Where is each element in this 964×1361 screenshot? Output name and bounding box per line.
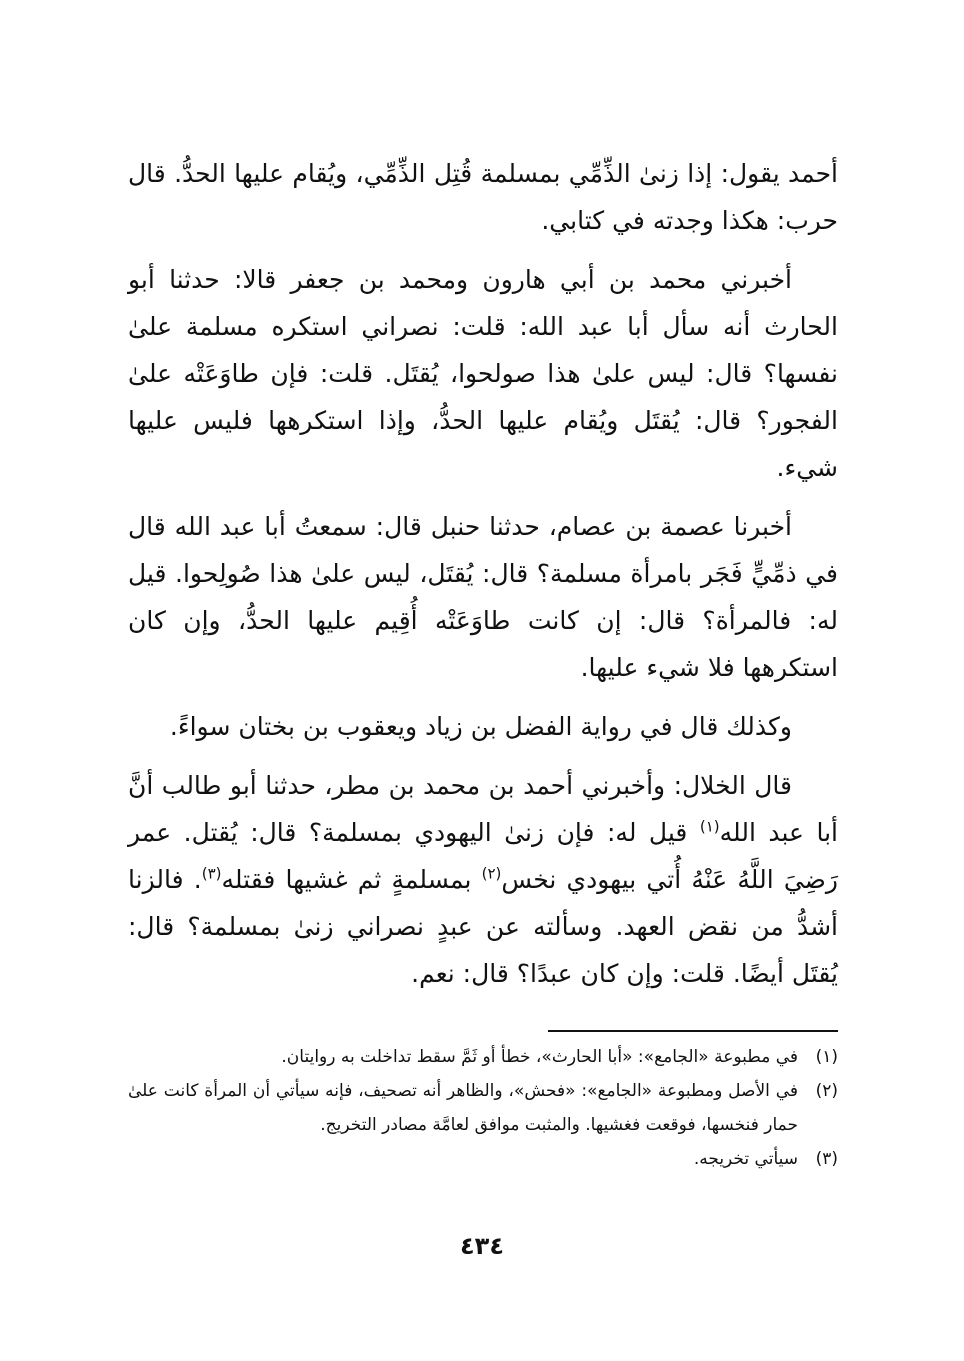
paragraph-5-part-a: قال الخلال: وأخبرني أحمد بن محمد بن مطر، حدثنا أبو طالب أنَّ أبا عبد الله xyxy=(128,771,838,847)
main-text xyxy=(128,150,838,1009)
paragraph-5-part-c: بمسلمةٍ ثم غشيها فقتله xyxy=(221,865,482,894)
footnote-ref-1: (١) xyxy=(699,817,720,836)
footnote-3 xyxy=(128,1142,838,1176)
footnote-ref-3: (٣) xyxy=(201,864,222,883)
footnote-3-number: (٣) xyxy=(815,1149,838,1169)
footnote-1-text: في مطبوعة «الجامع»: «أبا الحارث»، خطأ أو ثَمَّ سقط تداخلت به روايتان. xyxy=(281,1047,798,1067)
footnote-2-number: (٢) xyxy=(815,1081,838,1101)
footnote-1 xyxy=(128,1040,838,1074)
paragraph-5-part-b: قيل له: فإن زنىٰ اليهودي بمسلمة؟ قال: يُقتل. عمر رَضِيَ اللَّهُ عَنْهُ أُتي بيهودي نخس xyxy=(128,818,838,894)
paragraph-4: وكذلك قال في رواية الفضل بن زياد ويعقوب بن بختان سواءً. xyxy=(169,712,792,741)
footnote-separator xyxy=(548,1030,838,1032)
footnote-2 xyxy=(128,1074,838,1142)
footnote-2-text: في الأصل ومطبوعة «الجامع»: «فحش»، والظاهر أنه تصحيف، فإنه سيأتي أن المرأة كانت علىٰ حمار فنخسها، فوقعت فغشيها. والمثبت موافق لعامَّة مصادر التخريج. xyxy=(128,1081,798,1135)
footnote-1-number: (١) xyxy=(815,1047,838,1067)
page-number: ٤٣٤ xyxy=(460,1232,504,1260)
paragraph-1: أحمد يقول: إذا زنىٰ الذِّمِّي بمسلمة قُتِل الذِّمِّي، ويُقام عليها الحدُّ. قال حرب: هكذا وجدته في كتابي. xyxy=(128,159,838,235)
footnote-ref-2: (٢) xyxy=(481,864,502,883)
paragraph-2: أخبرني محمد بن أبي هارون ومحمد بن جعفر قالا: حدثنا أبو الحارث أنه سأل أبا عبد الله: قلت: نصراني استكره مسلمة علىٰ نفسها؟ قال: ليس علىٰ هذا صولحوا، يُقتَل. قلت: فإن طاوَعَتْه علىٰ الفجور؟ قال: يُقتَل ويُقام عليها الحدُّ، وإذا استكرهها فليس عليها شيء. xyxy=(128,265,838,482)
footnote-3-text: سيأتي تخريجه. xyxy=(693,1149,798,1169)
paragraph-5-part-d: . فالزنا أشدُّ من نقض العهد. وسألته عن عبدٍ نصراني زنىٰ بمسلمة؟ قال: يُقتَل أيضًا. قلت: وإن كان عبدًا؟ قال: نعم. xyxy=(128,865,838,988)
paragraph-3: أخبرنا عصمة بن عصام، حدثنا حنبل قال: سمعتُ أبا عبد الله قال في ذمِّيٍّ فَجَر بامرأة مسلمة؟ قال: يُقتَل، ليس علىٰ هذا صُولِحوا. قيل له: فالمرأة؟ قال: إن كانت طاوَعَتْه أُقِيم عليها الحدُّ، وإن كان استكرهها فلا شيء عليها. xyxy=(128,512,838,682)
paragraph-5 xyxy=(128,762,838,997)
footnotes-section xyxy=(128,1040,838,1176)
